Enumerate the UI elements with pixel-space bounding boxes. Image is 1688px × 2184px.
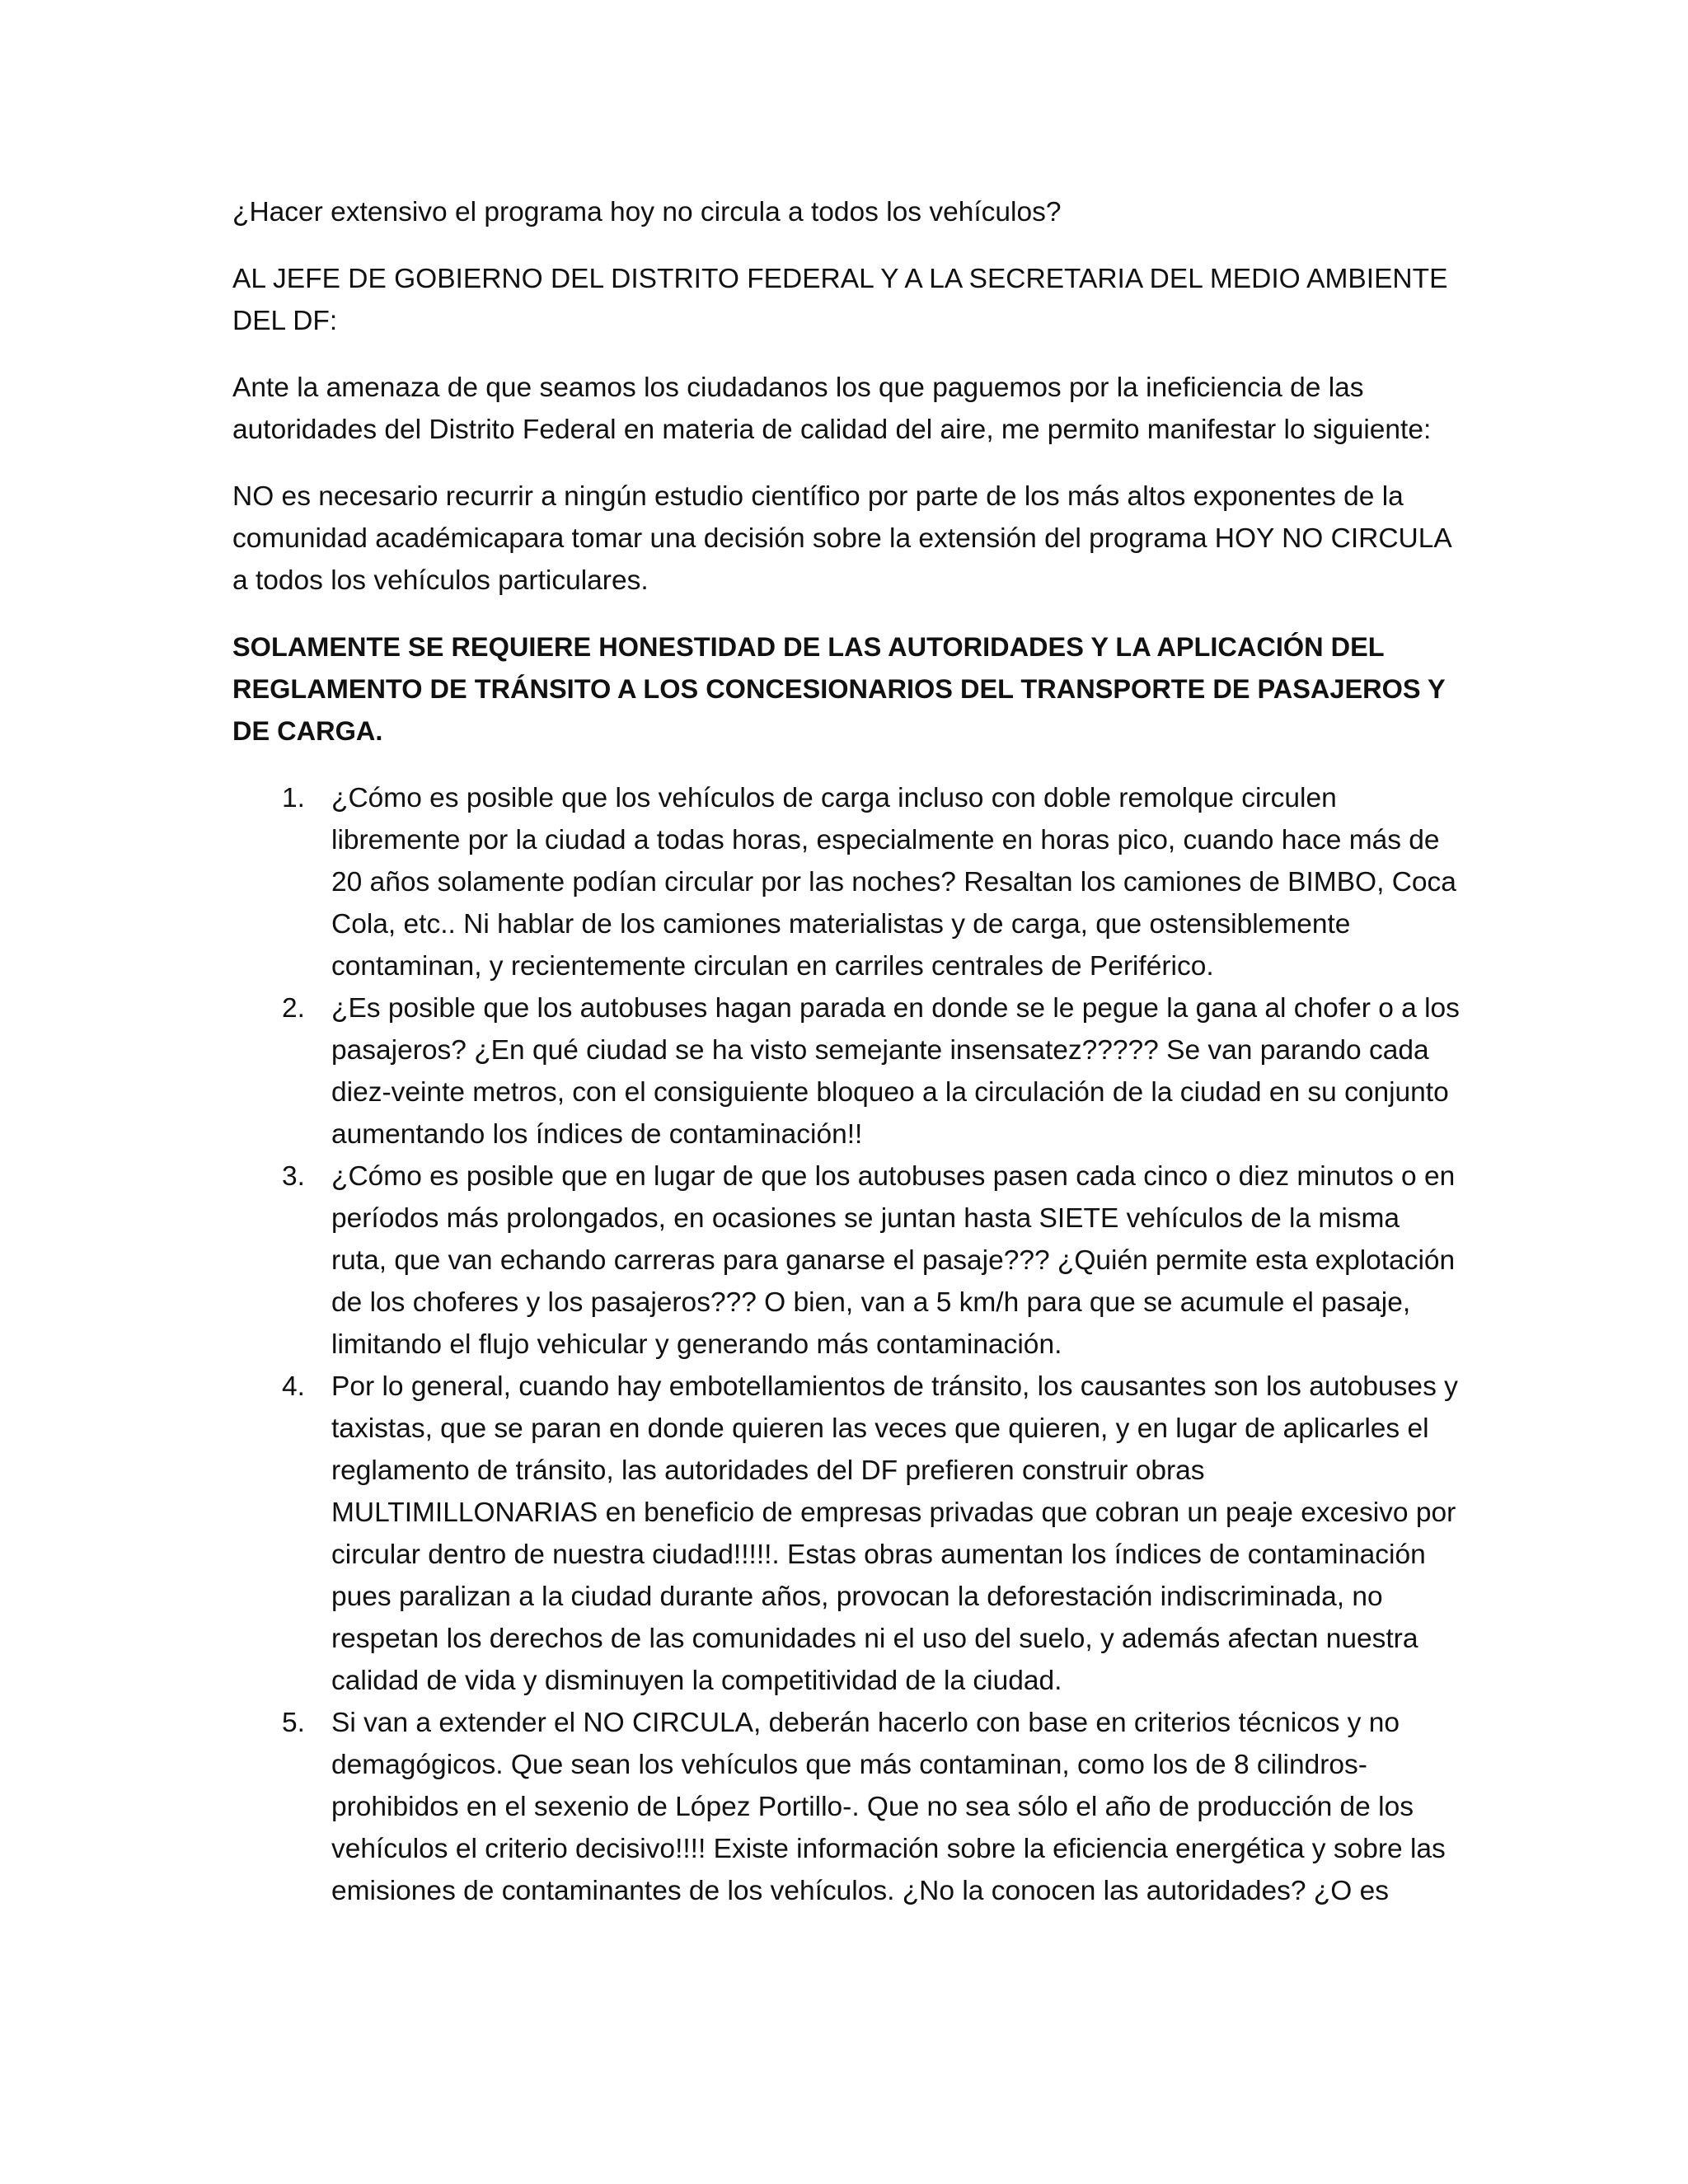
list-item-text: ¿Es posible que los autobuses hagan parada en donde se le pegue la gana al chofer o a los pasajeros? ¿En qué ciudad se ha visto semejante insensatez????? Se van parando cada diez-veinte metros, con el consiguiente bloqueo a la circulación de la ciudad en su conjunto aumentando los índices de contaminación!! [331, 993, 1460, 1150]
list-item-number: 1. [282, 783, 305, 813]
list-item-text: ¿Cómo es posible que en lugar de que los autobuses pasen cada cinco o diez minutos o en períodos más prolongados, en ocasiones se juntan hasta SIETE vehículos de la misma ruta, que van echando carreras para ganarse el pasaje??? ¿Quién permite esta explotación de los choferes y los pasajeros??? O bien, van a 5 km/h para que se acumule el pasaje, limitando el flujo vehicular y generando más contaminación. [331, 1161, 1456, 1360]
list-item [232, 1155, 1461, 1366]
document-page [232, 191, 1461, 1912]
list-item-text: ¿Cómo es posible que los vehículos de carga incluso con doble remolque circulen libremente por la ciudad a todas horas, especialmente en horas pico, cuando hace más de 20 años solamente podían circular por las noches? Resaltan los camiones de BIMBO, Coca Cola, etc.. Ni hablar de los camiones materialistas y de carga, que ostensiblemente contaminan, y recientemente circulan en carriles centrales de Periférico. [331, 783, 1456, 982]
list-item [232, 1366, 1461, 1702]
bold-statement: SOLAMENTE SE REQUIERE HONESTIDAD DE LAS AUTORIDADES Y LA APLICACIÓN DEL REGLAMENTO DE TRÁNSITO A LOS CONCESIONARIOS DEL TRANSPORTE DE PASAJEROS Y DE CARGA. [232, 632, 1446, 746]
list-item [232, 1702, 1461, 1912]
list-item-number: 3. [282, 1161, 305, 1192]
list-item-number: 5. [282, 1708, 305, 1738]
addressee-line: AL JEFE DE GOBIERNO DEL DISTRITO FEDERAL Y A LA SECRETARIA DEL MEDIO AMBIENTE DEL DF: [232, 264, 1448, 336]
list-item-number: 4. [282, 1371, 305, 1402]
intro-paragraph: Ante la amenaza de que seamos los ciudadanos los que paguemos por la ineficiencia de las autoridades del Distrito Federal en materia de calidad del aire, me permito manifestar lo siguiente: [232, 373, 1432, 445]
second-paragraph: NO es necesario recurrir a ningún estudio científico por parte de los más altos exponentes de la comunidad académicapara tomar una decisión sobre la extensión del programa HOY NO CIRCULA a todos los vehículos particulares. [232, 481, 1451, 596]
numbered-list [232, 777, 1461, 1912]
list-item-text: Por lo general, cuando hay embotellamientos de tránsito, los causantes son los autobuses y taxistas, que se paran en donde quieren las veces que quieren, y en lugar de aplicarles el reglamento de tránsito, las autoridades del DF prefieren construir obras MULTIMILLONARIAS en beneficio de empresas privadas que cobran un peaje excesivo por circular dentro de nuestra ciudad!!!!!. Estas obras aumentan los índices de contaminación pues paralizan a la ciudad durante años, provocan la deforestación indiscriminada, no respetan los derechos de las comunidades ni el uso del suelo, y además afectan nuestra calidad de vida y disminuyen la competitividad de la ciudad. [331, 1371, 1458, 1696]
list-item [232, 777, 1461, 987]
list-item [232, 987, 1461, 1155]
list-item-text: Si van a extender el NO CIRCULA, deberán hacerlo con base en criterios técnicos y no demagógicos. Que sean los vehículos que más contaminan, como los de 8 cilindros- prohibidos en el sexenio de López Portillo-. Que no sea sólo el año de producción de los vehículos el criterio decisivo!!!! Existe información sobre la eficiencia energética y sobre las emisiones de contaminantes de los vehículos. ¿No la conocen las autoridades? ¿O es [331, 1708, 1446, 1906]
document-title: ¿Hacer extensivo el programa hoy no circula a todos los vehículos? [232, 197, 1062, 227]
list-item-number: 2. [282, 993, 305, 1024]
